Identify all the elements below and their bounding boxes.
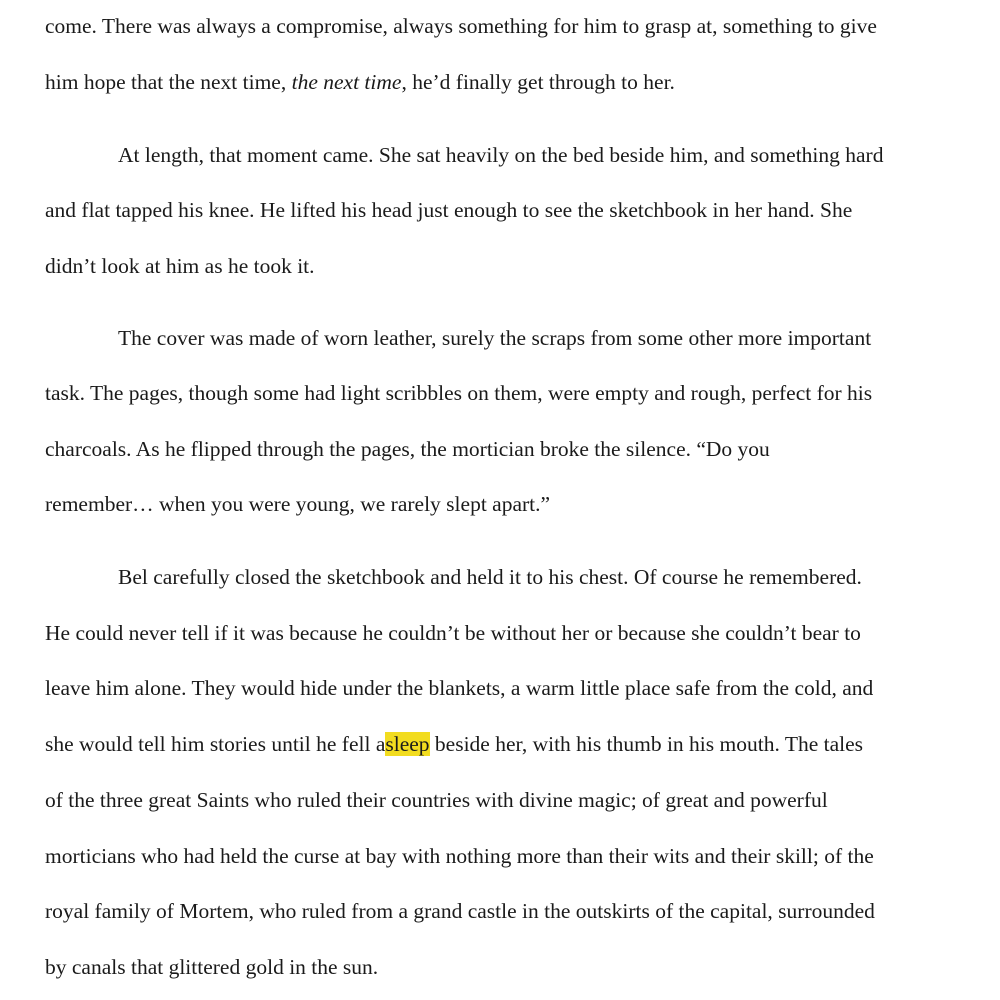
text-span: she would tell him stories until he fell a — [45, 732, 386, 756]
text-line: remember… when you were young, we rarely slept apart.” — [45, 492, 551, 516]
text-line: leave him alone. They would hide under the blankets, a warm little place safe from the cold, and — [45, 676, 874, 700]
text-line: charcoals. As he flipped through the pages, the mortician broke the silence. “Do you — [45, 437, 770, 461]
text-span: him hope that the next time, — [45, 70, 292, 94]
text-line — [45, 72, 675, 94]
paragraph-first-line: At length, that moment came. She sat heavily on the bed beside him, and something hard — [118, 143, 884, 167]
text-line: didn’t look at him as he took it. — [45, 254, 315, 278]
italic-emphasis: the next time — [291, 70, 402, 94]
text-line: task. The pages, though some had light scribbles on them, were empty and rough, perfect for his — [45, 381, 873, 405]
text-line — [45, 734, 863, 756]
text-line: and flat tapped his knee. He lifted his head just enough to see the sketchbook in her hand. She — [45, 198, 853, 222]
text-line: royal family of Mortem, who ruled from a grand castle in the outskirts of the capital, surrounded — [45, 899, 875, 923]
paragraph-first-line: Bel carefully closed the sketchbook and held it to his chest. Of course he remembered. — [118, 565, 862, 589]
text-line: morticians who had held the curse at bay with nothing more than their wits and their skill; of the — [45, 844, 874, 868]
text-line: by canals that glittered gold in the sun. — [45, 955, 379, 979]
paragraph-first-line: The cover was made of worn leather, surely the scraps from some other more important — [118, 326, 872, 350]
text-line: come. There was always a compromise, always something for him to grasp at, something to give — [45, 14, 877, 38]
text-line: of the three great Saints who ruled their countries with divine magic; of great and powerful — [45, 788, 828, 812]
text-span: beside her, with his thumb in his mouth. The tales — [429, 732, 864, 756]
text-line: He could never tell if it was because he couldn’t be without her or because she couldn’t bear to — [45, 621, 861, 645]
highlighted-text: sleep — [385, 732, 430, 756]
text-span: , he’d finally get through to her. — [401, 70, 675, 94]
